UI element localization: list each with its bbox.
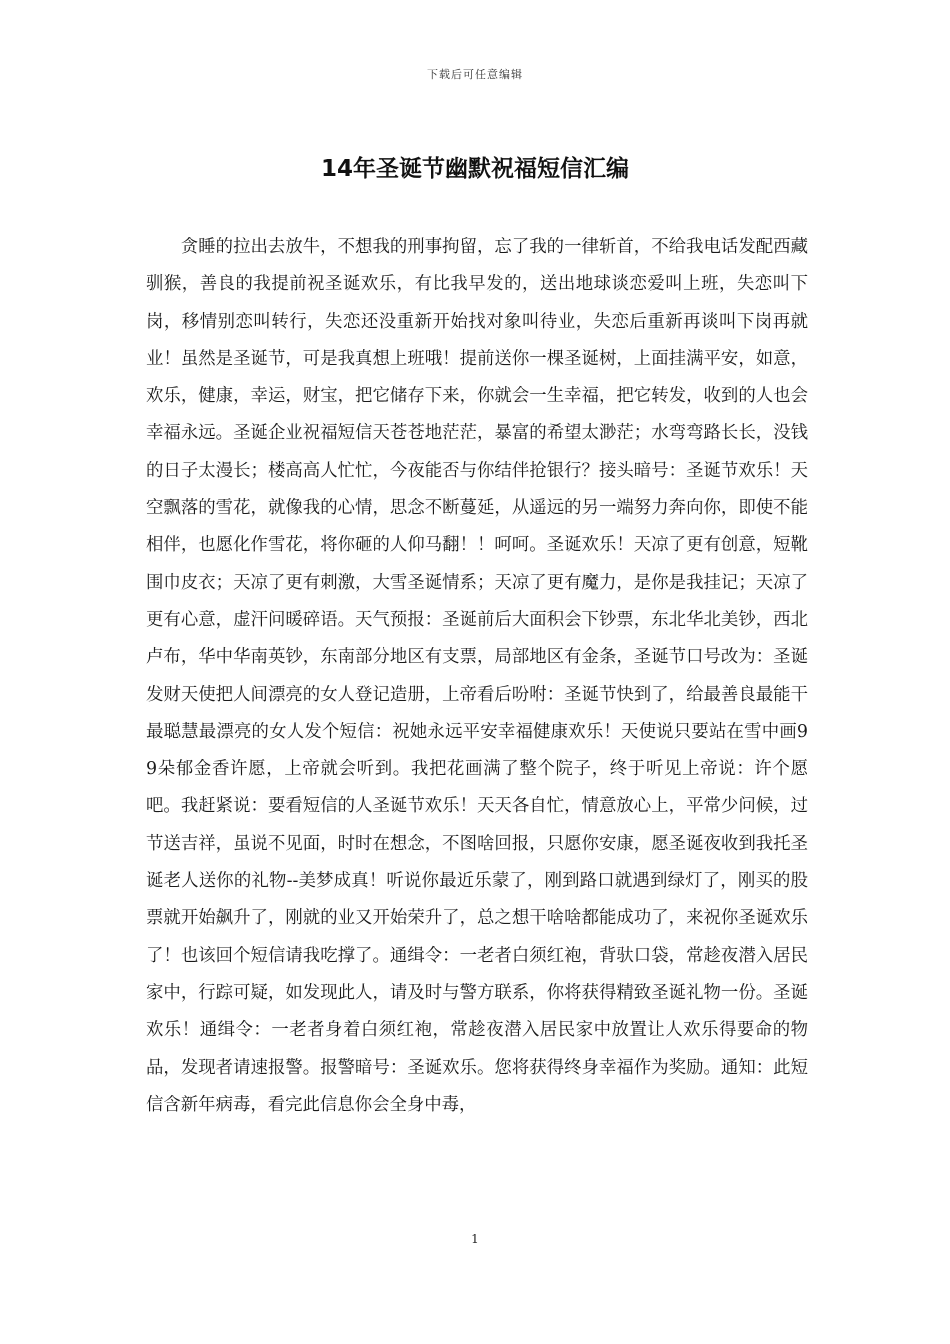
document-title: 14年圣诞节幽默祝福短信汇编 — [320, 156, 629, 182]
page-header: 下载后可任意编辑 — [427, 68, 523, 81]
body-paragraph: 贪睡的拉出去放牛，不想我的刑事拘留，忘了我的一律斩首，不给我电话发配西藏驯猴，善良的我提前祝圣诞欢乐，有比我早发的，送出地球谈恋爱叫上班，失恋叫下岗，移情别恋叫转行，失恋还没重新开始找对象叫待业，失恋后重新再谈叫下岗再就业！虽然是圣诞节，可是我真想上班哦！提前送你一棵圣诞树，上面挂满平安，如意，欢乐，健康，幸运，财宝，把它储存下来，你就会一生幸福，把它转发，收到的人也会幸福永远。圣诞企业祝福短信天苍苍地茫茫，暴富的希望太渺茫；水弯弯路长长，没钱的日子太漫长；楼高高人忙忙，今夜能否与你结伴抢银行？接头暗号：圣诞节欢乐！天空飘落的雪花，就像我的心情，思念不断蔓延，从遥远的另一端努力奔向你，即使不能相伴，也愿化作雪花，将你砸的人仰马翻！！呵呵。圣诞欢乐！天凉了更有创意，短靴围巾皮衣；天凉了更有刺激，大雪圣诞情系；天凉了更有魔力，是你是我挂记；天凉了更有心意，虚汗问暖碎语。天气预报：圣诞前后大面积会下钞票，东北华北美钞，西北卢布，华中华南英钞，东南部分地区有支票，局部地区有金条，圣诞节口号改为：圣诞发财天使把人间漂亮的女人登记造册，上帝看后吩咐：圣诞节快到了，给最善良最能干最聪慧最漂亮的女人发个短信：祝她永远平安幸福健康欢乐！天使说只要站在雪中画99朵郁金香许愿，上帝就会听到。我把花画满了整个院子，终于听见上帝说：许个愿吧。我赶紧说：要看短信的人圣诞节欢乐！天天各自忙，情意放心上，平常少问候，过节送吉祥，虽说不见面，时时在想念，不图啥回报，只愿你安康，愿圣诞夜收到我托圣诞老人送你的礼物--美梦成真！听说你最近乐蒙了，刚到路口就遇到绿灯了，刚买的股票就开始飙升了，刚就的业又开始荣升了，总之想干啥啥都能成功了，来祝你圣诞欢乐了！也该回个短信请我吃撑了。通缉令：一老者白须红袍，背驮口袋，常趁夜潜入居民家中，行踪可疑，如发现此人，请及时与警方联系，你将获得精致圣诞礼物一份。圣诞欢乐！通缉令：一老者身着白须红袍，常趁夜潜入居民家中放置让人欢乐得要命的物品，发现者请速报警。报警暗号：圣诞欢乐。您将获得终身幸福作为奖励。通知：此短信含新年病毒，看完此信息你会全身中毒， — [146, 237, 808, 1115]
page-number: 1 — [471, 1232, 479, 1246]
